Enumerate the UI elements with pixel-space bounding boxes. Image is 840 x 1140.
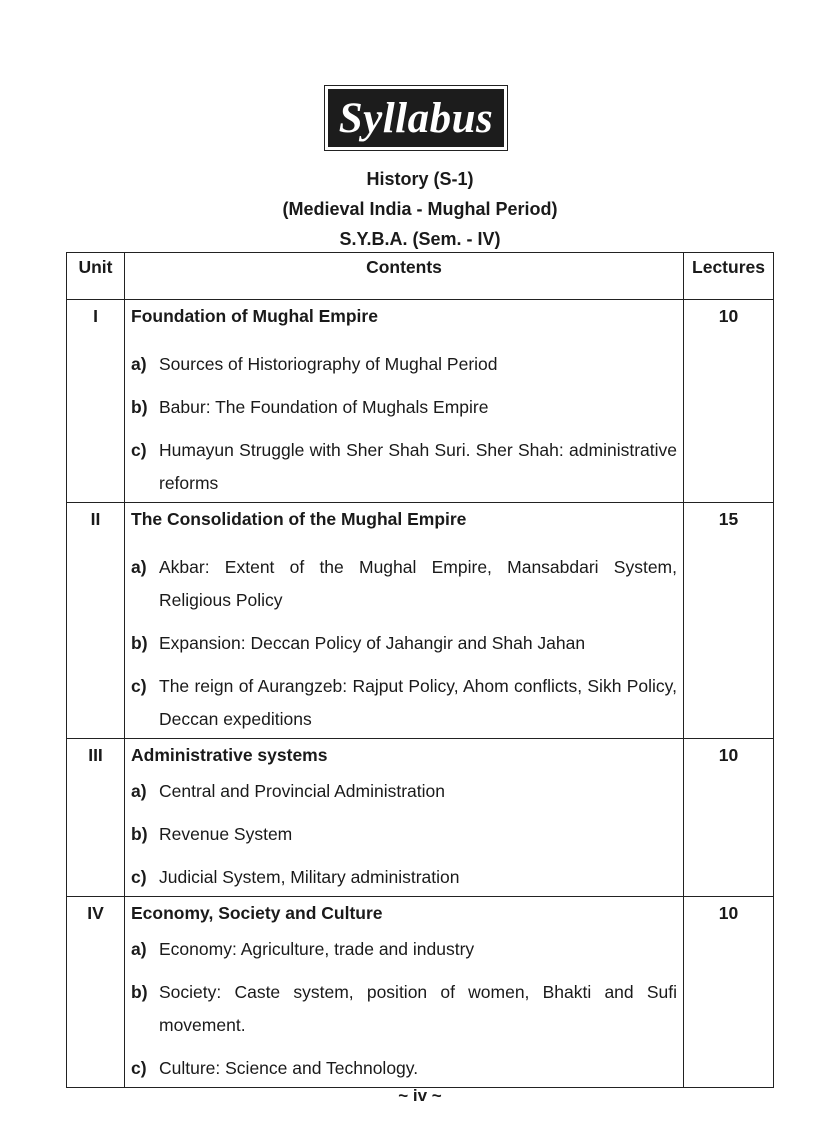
list-item xyxy=(131,933,677,966)
header-lectures: Lectures xyxy=(684,253,774,300)
unit-contents xyxy=(125,503,684,739)
table-row xyxy=(67,739,774,897)
item-text: Culture: Science and Technology. xyxy=(159,1058,419,1078)
list-item xyxy=(131,861,677,894)
item-text: Expansion: Deccan Policy of Jahangir and Shah Jahan xyxy=(159,633,586,653)
syllabus-banner-text: Syllabus xyxy=(328,89,504,147)
unit-number: IV xyxy=(67,897,125,1088)
item-text: Humayun Struggle with Sher Shah Suri. Sher Shah: administrative reforms xyxy=(159,440,677,493)
item-letter: a) xyxy=(131,781,147,801)
lecture-count: 15 xyxy=(684,503,774,739)
item-text: Revenue System xyxy=(159,824,293,844)
unit-number: I xyxy=(67,300,125,503)
item-letter: a) xyxy=(131,557,147,577)
list-item xyxy=(131,670,677,736)
item-text: Akbar: Extent of the Mughal Empire, Mansabdari System, Religious Policy xyxy=(159,557,677,610)
unit-title: The Consolidation of the Mughal Empire xyxy=(131,509,467,529)
item-text: Babur: The Foundation of Mughals Empire xyxy=(159,397,489,417)
syllabus-banner xyxy=(324,85,508,151)
table-header-row xyxy=(67,253,774,300)
item-letter: b) xyxy=(131,633,148,653)
item-letter: b) xyxy=(131,824,148,844)
item-text: Society: Caste system, position of women, Bhakti and Sufi movement. xyxy=(159,982,677,1035)
unit-number: III xyxy=(67,739,125,897)
item-letter: a) xyxy=(131,939,147,959)
list-item xyxy=(131,434,677,500)
item-letter: c) xyxy=(131,1058,147,1078)
item-letter: c) xyxy=(131,676,147,696)
unit-title: Foundation of Mughal Empire xyxy=(131,306,378,326)
lecture-count: 10 xyxy=(684,300,774,503)
list-item xyxy=(131,391,677,424)
item-letter: a) xyxy=(131,354,147,374)
unit-title: Economy, Society and Culture xyxy=(131,903,383,923)
item-text: Central and Provincial Administration xyxy=(159,781,445,801)
page-number: ~ iv ~ xyxy=(398,1086,442,1105)
course-title: History (S-1) xyxy=(366,169,474,189)
item-text: The reign of Aurangzeb: Rajput Policy, Ahom conflicts, Sikh Policy, Deccan expeditions xyxy=(159,676,677,729)
item-letter: b) xyxy=(131,982,148,1002)
item-letter: c) xyxy=(131,440,147,460)
item-text: Economy: Agriculture, trade and industry xyxy=(159,939,475,959)
list-item xyxy=(131,775,677,808)
list-item xyxy=(131,348,677,381)
course-semester: S.Y.B.A. (Sem. - IV) xyxy=(339,229,501,249)
item-text: Judicial System, Military administration xyxy=(159,867,460,887)
item-letter: c) xyxy=(131,867,147,887)
list-item xyxy=(131,627,677,660)
lecture-count: 10 xyxy=(684,897,774,1088)
lecture-count: 10 xyxy=(684,739,774,897)
header-contents: Contents xyxy=(125,253,684,300)
item-text: Sources of Historiography of Mughal Period xyxy=(159,354,498,374)
course-subtitle: (Medieval India - Mughal Period) xyxy=(282,199,558,219)
unit-contents xyxy=(125,739,684,897)
unit-contents xyxy=(125,897,684,1088)
unit-number: II xyxy=(67,503,125,739)
list-item xyxy=(131,551,677,617)
list-item xyxy=(131,1052,677,1085)
list-item xyxy=(131,818,677,851)
list-item xyxy=(131,976,677,1042)
syllabus-table xyxy=(66,252,774,1088)
table-row xyxy=(67,897,774,1088)
unit-contents xyxy=(125,300,684,503)
table-row xyxy=(67,300,774,503)
unit-title: Administrative systems xyxy=(131,745,328,765)
header-unit: Unit xyxy=(67,253,125,300)
table-row xyxy=(67,503,774,739)
item-letter: b) xyxy=(131,397,148,417)
